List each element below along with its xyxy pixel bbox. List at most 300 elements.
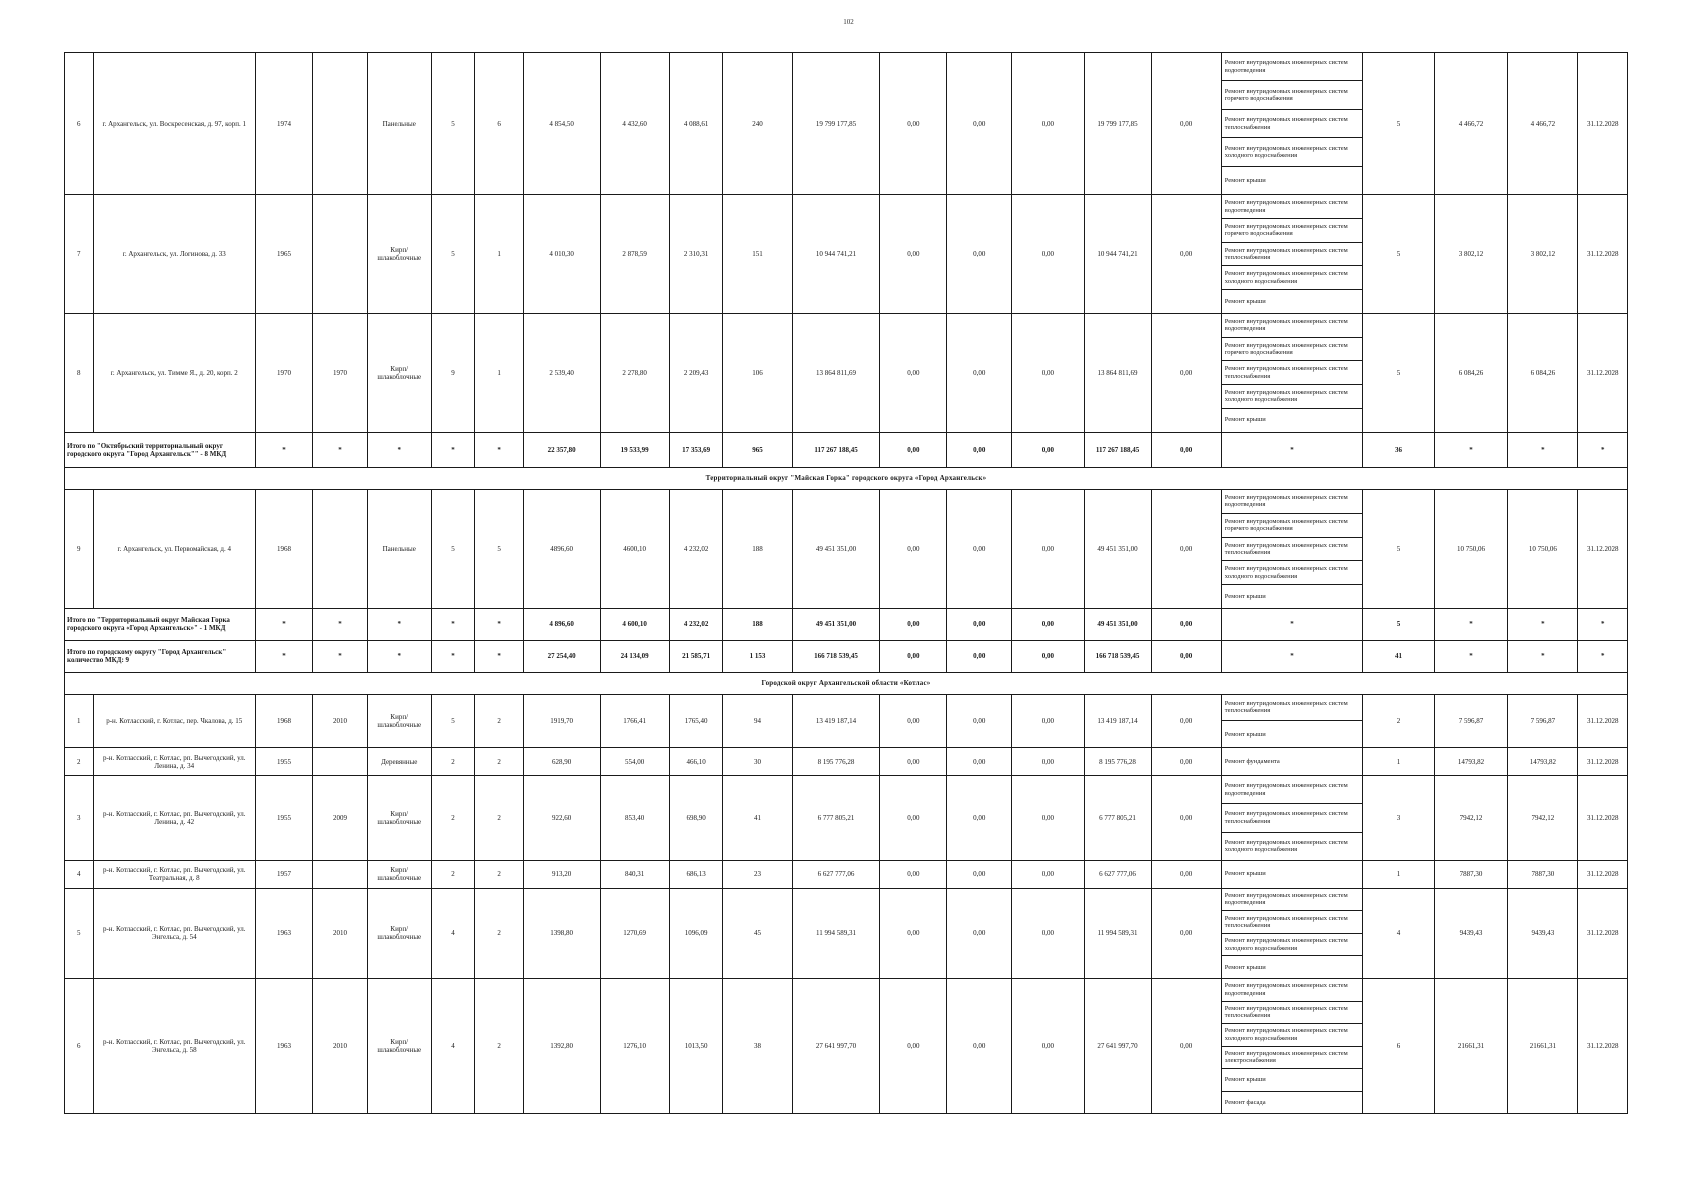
wall-material-cell: Кирп/ шлакоблочные xyxy=(367,776,431,860)
deadline-cell: 31.12.2028 xyxy=(1578,313,1628,432)
repair-work-item: Ремонт внутридомовых инженерных систем горячего водоснабжения xyxy=(1222,81,1363,109)
row-number: 5 xyxy=(65,888,94,979)
wall-material-cell: Кирп/ шлакоблочные xyxy=(367,888,431,979)
unit-cost-cell: 21661,31 xyxy=(1434,979,1508,1114)
owned-area-cell: 4 232,02 xyxy=(669,489,723,609)
total-cost-cell: 49 451 351,00 xyxy=(792,489,880,609)
repair-works-cell xyxy=(1221,694,1363,748)
total-cost-cell: 19 799 177,85 xyxy=(792,53,880,195)
address-cell: г. Архангельск, ул. Воскресенская, д. 97, корп. 1 xyxy=(93,53,255,195)
fund-owners-cell: 13 864 811,69 xyxy=(1084,313,1151,432)
dash-cell: * xyxy=(1434,432,1508,468)
wall-material-cell: Кирп/ шлакоблочные xyxy=(367,694,431,748)
limit-cost-cell: 7887,30 xyxy=(1508,860,1578,888)
fund-regional-cell: 0,00 xyxy=(947,860,1012,888)
fund-federal-cell: 0,00 xyxy=(880,432,947,468)
living-area-cell: 4600,10 xyxy=(600,489,669,609)
repair-works-cell xyxy=(1221,776,1363,860)
year-repair-cell: 2009 xyxy=(313,776,368,860)
repair-works-list xyxy=(1222,889,1363,979)
repair-work-item: Ремонт внутридомовых инженерных систем теплоснабжения xyxy=(1222,1002,1363,1024)
repair-work-item: Ремонт внутридомовых инженерных систем холодного водоснабжения xyxy=(1222,385,1363,409)
row-number: 6 xyxy=(65,53,94,195)
total-cost-cell: 11 994 589,31 xyxy=(792,888,880,979)
repair-works-cell xyxy=(1221,195,1363,314)
year-built-cell: 1968 xyxy=(255,694,312,748)
page-number: 102 xyxy=(843,18,854,26)
address-cell: р-н. Котласский, г. Котлас, рп. Вычегодский, ул. Энгельса, д. 58 xyxy=(93,979,255,1114)
year-repair-cell xyxy=(313,195,368,314)
repair-work-item: Ремонт крыши xyxy=(1224,963,1266,971)
owned-area-cell: 1765,40 xyxy=(669,694,723,748)
repair-work-item: Ремонт внутридомовых инженерных систем горячего водоснабжения xyxy=(1222,219,1363,243)
fund-local-cell: 0,00 xyxy=(1012,53,1084,195)
total-area-cell: 1919,70 xyxy=(523,694,600,748)
house-row xyxy=(65,195,1628,314)
row-number: 8 xyxy=(65,313,94,432)
capital-repair-register-table xyxy=(64,52,1628,1114)
total-row xyxy=(65,432,1628,468)
wall-material-cell: Кирп/ шлакоблочные xyxy=(367,313,431,432)
limit-cost-cell: 21661,31 xyxy=(1508,979,1578,1114)
house-row xyxy=(65,53,1628,195)
fund-owners-cell: 13 419 187,14 xyxy=(1084,694,1151,748)
wall-material-cell: Панельные xyxy=(367,489,431,609)
fund-local-cell: 0,00 xyxy=(1012,888,1084,979)
floors-cell: 2 xyxy=(431,860,475,888)
total-area-cell: 4 854,50 xyxy=(523,53,600,195)
year-repair-cell: 2010 xyxy=(313,979,368,1114)
entrances-cell: 1 xyxy=(475,313,523,432)
address-cell: р-н. Котласский, г. Котлас, рп. Вычегодский, ул. Ленина, д. 34 xyxy=(93,748,255,776)
fund-regional-cell: 0,00 xyxy=(947,979,1012,1114)
row-number: 6 xyxy=(65,979,94,1114)
floors-cell: 2 xyxy=(431,748,475,776)
dash-cell: * xyxy=(1221,640,1363,672)
residents-cell: 188 xyxy=(723,609,792,640)
address-cell: р-н. Котласский, г. Котлас, пер. Чкалова, д. 15 xyxy=(93,694,255,748)
fund-owners-cell: 6 777 805,21 xyxy=(1084,776,1151,860)
residents-cell: 30 xyxy=(723,748,792,776)
total-area-cell: 27 254,40 xyxy=(523,640,600,672)
section-header-row xyxy=(65,468,1628,490)
works-count-cell: 1 xyxy=(1363,860,1434,888)
repair-works-list xyxy=(1222,314,1363,432)
total-area-cell: 913,20 xyxy=(523,860,600,888)
repair-works-list xyxy=(1222,195,1363,313)
section-header-row xyxy=(65,672,1628,694)
fund-other-cell: 0,00 xyxy=(1151,489,1221,609)
repair-work-item: Ремонт крыши xyxy=(1222,1069,1363,1091)
register-body xyxy=(65,53,1628,1114)
fund-regional-cell: 0,00 xyxy=(947,748,1012,776)
works-count-cell: 36 xyxy=(1363,432,1434,468)
dash-cell: * xyxy=(1221,609,1363,640)
fund-regional-cell: 0,00 xyxy=(947,694,1012,748)
works-count-cell: 41 xyxy=(1363,640,1434,672)
works-count-cell: 1 xyxy=(1363,748,1434,776)
residents-cell: 41 xyxy=(723,776,792,860)
wall-material-cell: Кирп/ шлакоблочные xyxy=(367,195,431,314)
fund-federal-cell: 0,00 xyxy=(880,195,947,314)
repair-work-item: Ремонт внутридомовых инженерных систем водоотведения xyxy=(1222,979,1363,1001)
repair-work-item: Ремонт крыши xyxy=(1224,416,1266,424)
total-row xyxy=(65,640,1628,672)
dash-cell: * xyxy=(431,432,475,468)
fund-regional-cell: 0,00 xyxy=(947,313,1012,432)
limit-cost-cell: 3 802,12 xyxy=(1508,195,1578,314)
dash-cell: * xyxy=(313,640,368,672)
deadline-cell: 31.12.2028 xyxy=(1578,694,1628,748)
fund-regional-cell: 0,00 xyxy=(947,776,1012,860)
house-row xyxy=(65,489,1628,609)
address-cell: г. Архангельск, ул. Тимме Я., д. 20, корп. 2 xyxy=(93,313,255,432)
total-cost-cell: 13 419 187,14 xyxy=(792,694,880,748)
living-area-cell: 840,31 xyxy=(600,860,669,888)
works-count-cell: 4 xyxy=(1363,888,1434,979)
works-count-cell: 5 xyxy=(1363,53,1434,195)
year-built-cell: 1963 xyxy=(255,979,312,1114)
dash-cell: * xyxy=(475,432,523,468)
repair-work-item: Ремонт внутридомовых инженерных систем холодного водоснабжения xyxy=(1222,138,1363,166)
fund-federal-cell: 0,00 xyxy=(880,640,947,672)
fund-federal-cell: 0,00 xyxy=(880,313,947,432)
fund-federal-cell: 0,00 xyxy=(880,489,947,609)
total-area-cell: 922,60 xyxy=(523,776,600,860)
total-area-cell: 4 896,60 xyxy=(523,609,600,640)
entrances-cell: 2 xyxy=(475,860,523,888)
entrances-cell: 6 xyxy=(475,53,523,195)
owned-area-cell: 686,13 xyxy=(669,860,723,888)
entrances-cell: 2 xyxy=(475,694,523,748)
repair-works-list xyxy=(1222,748,1363,775)
dash-cell: * xyxy=(1221,432,1363,468)
address-cell: г. Архангельск, ул. Первомайская, д. 4 xyxy=(93,489,255,609)
unit-cost-cell: 3 802,12 xyxy=(1434,195,1508,314)
repair-work-item: Ремонт внутридомовых инженерных систем теплоснабжения xyxy=(1222,695,1363,722)
repair-work-item: Ремонт крыши xyxy=(1224,297,1266,305)
unit-cost-cell: 7942,12 xyxy=(1434,776,1508,860)
repair-works-list xyxy=(1222,776,1363,859)
section-title: Территориальный округ "Майская Горка" городского округа «Город Архангельск» xyxy=(65,468,1628,490)
entrances-cell: 2 xyxy=(475,748,523,776)
fund-local-cell: 0,00 xyxy=(1012,776,1084,860)
residents-cell: 188 xyxy=(723,489,792,609)
repair-work-item: Ремонт внутридомовых инженерных систем холодного водоснабжения xyxy=(1222,934,1363,957)
repair-work-item: Ремонт внутридомовых инженерных систем теплоснабжения xyxy=(1222,243,1363,267)
fund-local-cell: 0,00 xyxy=(1012,609,1084,640)
dash-cell: * xyxy=(1508,432,1578,468)
deadline-cell: 31.12.2028 xyxy=(1578,53,1628,195)
total-cost-cell: 6 627 777,06 xyxy=(792,860,880,888)
limit-cost-cell: 9439,43 xyxy=(1508,888,1578,979)
floors-cell: 2 xyxy=(431,776,475,860)
repair-works-list xyxy=(1222,490,1363,609)
repair-work-item: Ремонт внутридомовых инженерных систем теплоснабжения xyxy=(1222,110,1363,138)
fund-local-cell: 0,00 xyxy=(1012,640,1084,672)
residents-cell: 38 xyxy=(723,979,792,1114)
limit-cost-cell: 7 596,87 xyxy=(1508,694,1578,748)
fund-federal-cell: 0,00 xyxy=(880,888,947,979)
fund-owners-cell: 49 451 351,00 xyxy=(1084,609,1151,640)
dash-cell: * xyxy=(367,609,431,640)
dash-cell: * xyxy=(313,609,368,640)
fund-other-cell: 0,00 xyxy=(1151,53,1221,195)
year-repair-cell: 1970 xyxy=(313,313,368,432)
address-cell: р-н. Котласский, г. Котлас, рп. Вычегодский, ул. Театральная, д. 8 xyxy=(93,860,255,888)
fund-owners-cell: 10 944 741,21 xyxy=(1084,195,1151,314)
dash-cell: * xyxy=(1578,640,1628,672)
fund-federal-cell: 0,00 xyxy=(880,609,947,640)
fund-regional-cell: 0,00 xyxy=(947,609,1012,640)
residents-cell: 965 xyxy=(723,432,792,468)
repair-works-cell xyxy=(1221,489,1363,609)
house-row xyxy=(65,888,1628,979)
unit-cost-cell: 10 750,06 xyxy=(1434,489,1508,609)
repair-work-item: Ремонт крыши xyxy=(1224,730,1266,738)
fund-local-cell: 0,00 xyxy=(1012,748,1084,776)
works-count-cell: 5 xyxy=(1363,313,1434,432)
entrances-cell: 2 xyxy=(475,888,523,979)
fund-federal-cell: 0,00 xyxy=(880,694,947,748)
year-built-cell: 1955 xyxy=(255,776,312,860)
floors-cell: 5 xyxy=(431,53,475,195)
repair-work-item: Ремонт внутридомовых инженерных систем водоотведения xyxy=(1222,889,1363,912)
year-repair-cell: 2010 xyxy=(313,888,368,979)
entrances-cell: 2 xyxy=(475,776,523,860)
deadline-cell: 31.12.2028 xyxy=(1578,748,1628,776)
dash-cell: * xyxy=(367,432,431,468)
fund-other-cell: 0,00 xyxy=(1151,609,1221,640)
total-area-cell: 2 539,40 xyxy=(523,313,600,432)
repair-works-cell xyxy=(1221,979,1363,1114)
living-area-cell: 2 878,59 xyxy=(600,195,669,314)
fund-other-cell: 0,00 xyxy=(1151,640,1221,672)
fund-local-cell: 0,00 xyxy=(1012,432,1084,468)
repair-work-item: Ремонт внутридомовых инженерных систем холодного водоснабжения xyxy=(1222,266,1363,290)
deadline-cell: 31.12.2028 xyxy=(1578,979,1628,1114)
limit-cost-cell: 4 466,72 xyxy=(1508,53,1578,195)
dash-cell: * xyxy=(255,609,312,640)
year-built-cell: 1968 xyxy=(255,489,312,609)
repair-work-item: Ремонт внутридомовых инженерных систем водоотведения xyxy=(1222,195,1363,219)
residents-cell: 106 xyxy=(723,313,792,432)
owned-area-cell: 2 310,31 xyxy=(669,195,723,314)
total-area-cell: 4 010,30 xyxy=(523,195,600,314)
deadline-cell: 31.12.2028 xyxy=(1578,888,1628,979)
repair-work-item: Ремонт внутридомовых инженерных систем водоотведения xyxy=(1222,776,1363,804)
living-area-cell: 24 134,09 xyxy=(600,640,669,672)
fund-other-cell: 0,00 xyxy=(1151,432,1221,468)
repair-works-cell xyxy=(1221,313,1363,432)
total-area-cell: 22 357,80 xyxy=(523,432,600,468)
limit-cost-cell: 10 750,06 xyxy=(1508,489,1578,609)
fund-owners-cell: 117 267 188,45 xyxy=(1084,432,1151,468)
dash-cell: * xyxy=(475,609,523,640)
repair-works-cell xyxy=(1221,748,1363,776)
works-count-cell: 6 xyxy=(1363,979,1434,1114)
owned-area-cell: 466,10 xyxy=(669,748,723,776)
living-area-cell: 2 278,80 xyxy=(600,313,669,432)
fund-regional-cell: 0,00 xyxy=(947,489,1012,609)
fund-other-cell: 0,00 xyxy=(1151,888,1221,979)
fund-owners-cell: 11 994 589,31 xyxy=(1084,888,1151,979)
wall-material-cell: Кирп/ шлакоблочные xyxy=(367,979,431,1114)
fund-other-cell: 0,00 xyxy=(1151,776,1221,860)
year-built-cell: 1970 xyxy=(255,313,312,432)
deadline-cell: 31.12.2028 xyxy=(1578,776,1628,860)
total-cost-cell: 49 451 351,00 xyxy=(792,609,880,640)
floors-cell: 4 xyxy=(431,888,475,979)
fund-other-cell: 0,00 xyxy=(1151,748,1221,776)
limit-cost-cell: 6 084,26 xyxy=(1508,313,1578,432)
fund-owners-cell: 49 451 351,00 xyxy=(1084,489,1151,609)
fund-local-cell: 0,00 xyxy=(1012,195,1084,314)
dash-cell: * xyxy=(255,432,312,468)
unit-cost-cell: 6 084,26 xyxy=(1434,313,1508,432)
unit-cost-cell: 7 596,87 xyxy=(1434,694,1508,748)
total-label: Итого по "Октябрьский территориальный округ городского округа "Город Архангельск"" - 8 МКД xyxy=(65,432,256,468)
total-area-cell: 4896,60 xyxy=(523,489,600,609)
row-number: 2 xyxy=(65,748,94,776)
repair-work-item: Ремонт внутридомовых инженерных систем водоотведения xyxy=(1222,53,1363,81)
works-count-cell: 2 xyxy=(1363,694,1434,748)
fund-owners-cell: 8 195 776,28 xyxy=(1084,748,1151,776)
dash-cell: * xyxy=(431,609,475,640)
owned-area-cell: 17 353,69 xyxy=(669,432,723,468)
year-built-cell: 1955 xyxy=(255,748,312,776)
residents-cell: 94 xyxy=(723,694,792,748)
repair-works-list xyxy=(1222,979,1363,1113)
total-cost-cell: 13 864 811,69 xyxy=(792,313,880,432)
repair-work-item: Ремонт фасада xyxy=(1224,1098,1266,1106)
works-count-cell: 5 xyxy=(1363,489,1434,609)
repair-works-cell xyxy=(1221,888,1363,979)
unit-cost-cell: 9439,43 xyxy=(1434,888,1508,979)
fund-regional-cell: 0,00 xyxy=(947,432,1012,468)
dash-cell: * xyxy=(255,640,312,672)
living-area-cell: 1270,69 xyxy=(600,888,669,979)
repair-works-cell xyxy=(1221,53,1363,195)
fund-federal-cell: 0,00 xyxy=(880,860,947,888)
works-count-cell: 5 xyxy=(1363,609,1434,640)
fund-regional-cell: 0,00 xyxy=(947,53,1012,195)
fund-local-cell: 0,00 xyxy=(1012,979,1084,1114)
year-repair-cell xyxy=(313,860,368,888)
house-row xyxy=(65,979,1628,1114)
year-repair-cell xyxy=(313,53,368,195)
row-number: 4 xyxy=(65,860,94,888)
year-repair-cell xyxy=(313,489,368,609)
fund-local-cell: 0,00 xyxy=(1012,313,1084,432)
house-row xyxy=(65,748,1628,776)
dash-cell: * xyxy=(431,640,475,672)
living-area-cell: 853,40 xyxy=(600,776,669,860)
fund-local-cell: 0,00 xyxy=(1012,694,1084,748)
row-number: 1 xyxy=(65,694,94,748)
residents-cell: 240 xyxy=(723,53,792,195)
fund-owners-cell: 166 718 539,45 xyxy=(1084,640,1151,672)
entrances-cell: 2 xyxy=(475,979,523,1114)
dash-cell: * xyxy=(313,432,368,468)
fund-regional-cell: 0,00 xyxy=(947,888,1012,979)
floors-cell: 5 xyxy=(431,489,475,609)
fund-other-cell: 0,00 xyxy=(1151,195,1221,314)
repair-work-item: Ремонт внутридомовых инженерных систем теплоснабжения xyxy=(1222,538,1363,562)
residents-cell: 1 153 xyxy=(723,640,792,672)
total-cost-cell: 27 641 997,70 xyxy=(792,979,880,1114)
wall-material-cell: Кирп/ шлакоблочные xyxy=(367,860,431,888)
house-row xyxy=(65,860,1628,888)
residents-cell: 23 xyxy=(723,860,792,888)
address-cell: р-н. Котласский, г. Котлас, рп. Вычегодский, ул. Ленина, д. 42 xyxy=(93,776,255,860)
fund-owners-cell: 6 627 777,06 xyxy=(1084,860,1151,888)
repair-work-item: Ремонт внутридомовых инженерных систем горячего водоснабжения xyxy=(1222,338,1363,362)
repair-work-item: Ремонт крыши xyxy=(1224,870,1266,878)
repair-work-item: Ремонт внутридомовых инженерных систем электроснабжения xyxy=(1222,1047,1363,1069)
fund-regional-cell: 0,00 xyxy=(947,640,1012,672)
floors-cell: 4 xyxy=(431,979,475,1114)
year-built-cell: 1957 xyxy=(255,860,312,888)
fund-local-cell: 0,00 xyxy=(1012,860,1084,888)
entrances-cell: 5 xyxy=(475,489,523,609)
total-cost-cell: 166 718 539,45 xyxy=(792,640,880,672)
owned-area-cell: 698,90 xyxy=(669,776,723,860)
row-number: 3 xyxy=(65,776,94,860)
fund-federal-cell: 0,00 xyxy=(880,979,947,1114)
year-built-cell: 1974 xyxy=(255,53,312,195)
repair-works-cell xyxy=(1221,860,1363,888)
section-title: Городской округ Архангельской области «Котлас» xyxy=(65,672,1628,694)
year-built-cell: 1963 xyxy=(255,888,312,979)
floors-cell: 5 xyxy=(431,195,475,314)
repair-work-item: Ремонт внутридомовых инженерных систем холодного водоснабжения xyxy=(1222,561,1363,585)
living-area-cell: 19 533,99 xyxy=(600,432,669,468)
year-repair-cell: 2010 xyxy=(313,694,368,748)
fund-local-cell: 0,00 xyxy=(1012,489,1084,609)
repair-work-item: Ремонт внутридомовых инженерных систем водоотведения xyxy=(1222,314,1363,338)
living-area-cell: 4 432,60 xyxy=(600,53,669,195)
fund-other-cell: 0,00 xyxy=(1151,694,1221,748)
repair-works-list xyxy=(1222,861,1363,888)
deadline-cell: 31.12.2028 xyxy=(1578,860,1628,888)
row-number: 9 xyxy=(65,489,94,609)
living-area-cell: 554,00 xyxy=(600,748,669,776)
repair-work-item: Ремонт внутридомовых инженерных систем горячего водоснабжения xyxy=(1222,514,1363,538)
house-row xyxy=(65,776,1628,860)
repair-work-item: Ремонт крыши xyxy=(1224,176,1266,184)
total-cost-cell: 117 267 188,45 xyxy=(792,432,880,468)
total-cost-cell: 8 195 776,28 xyxy=(792,748,880,776)
fund-regional-cell: 0,00 xyxy=(947,195,1012,314)
dash-cell: * xyxy=(1578,609,1628,640)
deadline-cell: 31.12.2028 xyxy=(1578,489,1628,609)
repair-works-list xyxy=(1222,53,1363,194)
fund-owners-cell: 19 799 177,85 xyxy=(1084,53,1151,195)
wall-material-cell: Панельные xyxy=(367,53,431,195)
fund-federal-cell: 0,00 xyxy=(880,748,947,776)
address-cell: р-н. Котласский, г. Котлас, рп. Вычегодский, ул. Энгельса, д. 54 xyxy=(93,888,255,979)
residents-cell: 45 xyxy=(723,888,792,979)
fund-other-cell: 0,00 xyxy=(1151,979,1221,1114)
owned-area-cell: 1096,09 xyxy=(669,888,723,979)
total-cost-cell: 10 944 741,21 xyxy=(792,195,880,314)
limit-cost-cell: 7942,12 xyxy=(1508,776,1578,860)
unit-cost-cell: 7887,30 xyxy=(1434,860,1508,888)
repair-work-item: Ремонт внутридомовых инженерных систем холодного водоснабжения xyxy=(1224,838,1348,854)
total-area-cell: 1392,80 xyxy=(523,979,600,1114)
dash-cell: * xyxy=(475,640,523,672)
